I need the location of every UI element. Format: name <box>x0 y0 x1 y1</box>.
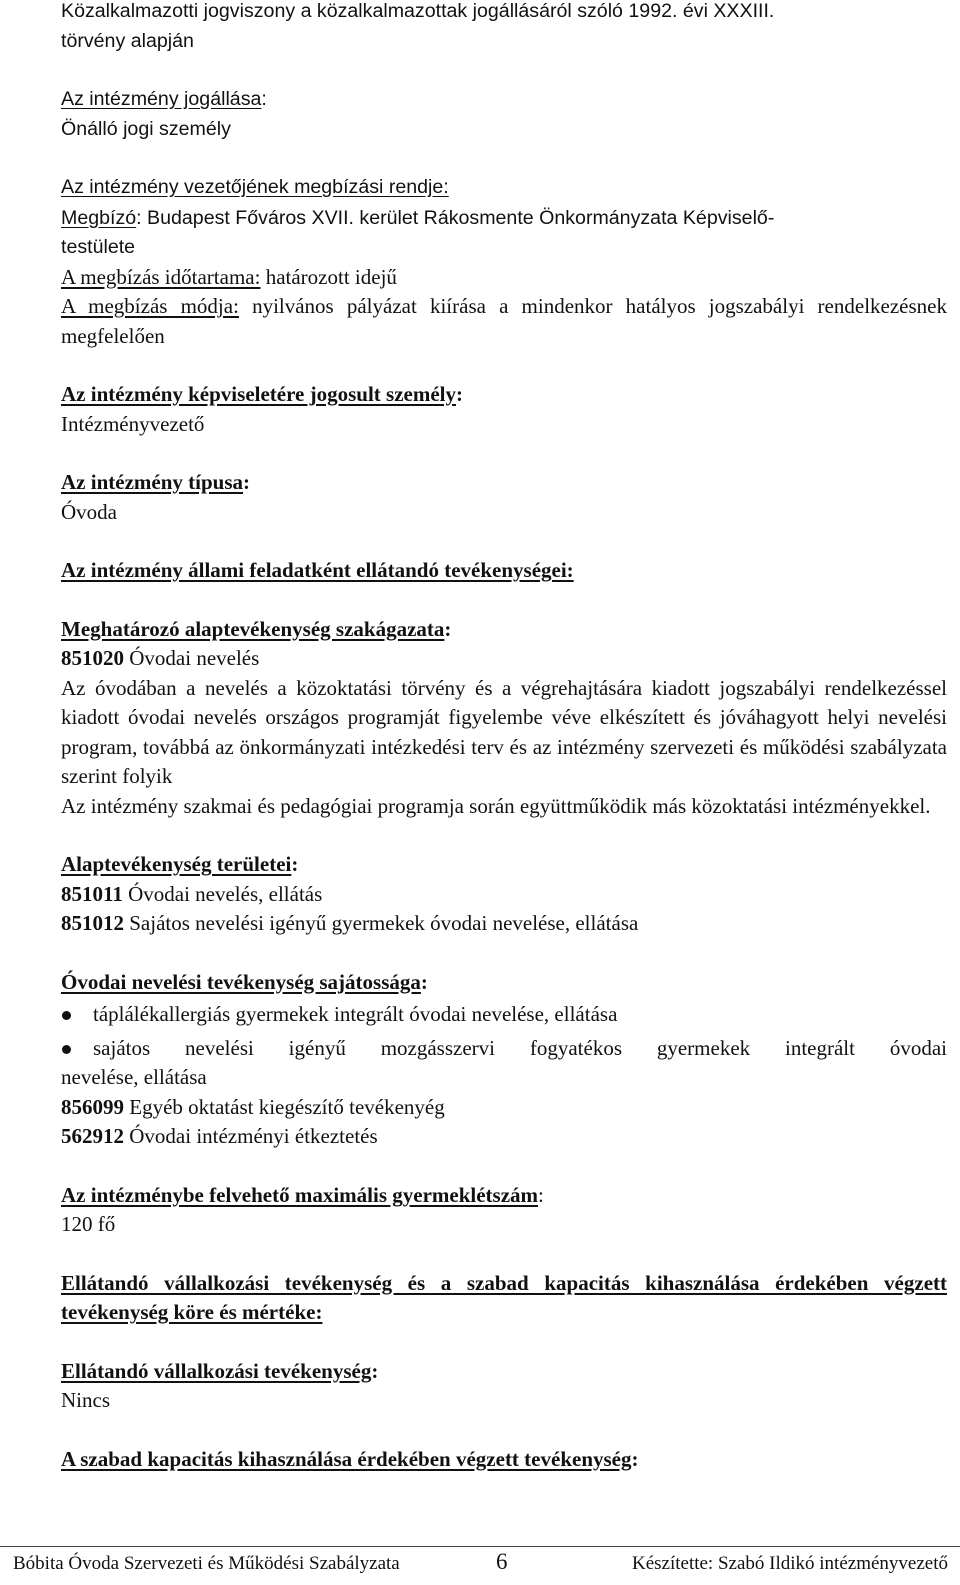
modja-line <box>61 292 947 351</box>
szakagazat-colon: : <box>444 616 452 641</box>
list-item <box>61 1034 947 1064</box>
list-item-text-cont: nevelése, ellátása <box>61 1065 207 1089</box>
szakagazat-heading <box>61 615 947 645</box>
szakagazat-code: 851020 <box>61 646 124 670</box>
teruletei-colon: : <box>291 852 299 876</box>
bullet-icon <box>62 1045 71 1054</box>
footer-page-number: 6 <box>496 1549 508 1574</box>
tipus-heading <box>61 468 947 498</box>
sajatossag-heading <box>61 968 947 998</box>
vallalkozasi-tev-heading <box>61 1357 947 1387</box>
szakagazat-label: Óvodai nevelés <box>124 646 260 670</box>
sajatossag-item-label: Óvodai intézményi étkeztetés <box>124 1124 378 1148</box>
kepviselet-value: Intézményvezető <box>61 411 205 436</box>
idotartam-label: A megbízás időtartama: <box>61 264 261 289</box>
sajatossag-heading-text: Óvodai nevelési tevékenység sajátossága <box>61 969 421 994</box>
idotartam-line <box>61 263 947 293</box>
modja-label: A megbízás módja: <box>61 294 239 318</box>
megbizo-label: Megbízó <box>61 206 137 229</box>
teruletei-heading-text: Alaptevékenység területei <box>61 852 292 876</box>
document-page <box>61 0 947 1474</box>
kepviselet-colon: : <box>456 382 464 406</box>
sajatossag-item <box>61 1122 947 1152</box>
teruletei-item-label: Sajátos nevelési igényű gyermekek óvodai nevelése, ellátása <box>124 911 639 935</box>
sajatossag-item <box>61 1093 947 1123</box>
kepviselet-heading-text: Az intézmény képviseletére jogosult személy <box>61 382 457 406</box>
tipus-heading-text: Az intézmény típusa <box>61 470 243 494</box>
footer-document-title: Bóbita Óvoda Szervezeti és Működési Szabályzata <box>13 1553 400 1574</box>
megbizo-line <box>61 203 947 234</box>
letszam-heading-text: Az intézménybe felvehető maximális gyermeklétszám <box>61 1182 539 1207</box>
sajatossag-colon: : <box>420 969 428 994</box>
jogallas-colon: : <box>261 88 267 110</box>
allami-feladat-heading: Az intézmény állami feladatként ellátandó tevékenységei: <box>61 558 574 582</box>
szabad-kapacitas-heading <box>61 1445 947 1475</box>
teruletei-item-label: Óvodai nevelés, ellátás <box>122 881 323 906</box>
vallalkozasi-tev-value: Nincs <box>61 1388 110 1412</box>
szabad-kapacitas-heading-text: A szabad kapacitás kihasználása érdekében végzett tevékenység <box>61 1446 632 1471</box>
legal-basis-line-1: Közalkalmazotti jogviszony a közalkalmazottak jogállásáról szóló 1992. évi XXXIII. <box>61 0 775 22</box>
vallalkozasi-tev-colon: : <box>371 1358 379 1383</box>
teruletei-heading <box>61 850 947 880</box>
list-item-text: táplálékallergiás gyermekek integrált óvodai nevelése, ellátása <box>93 1002 618 1026</box>
megbizo-value-cont: testülete <box>61 236 136 258</box>
idotartam-value: határozott idejű <box>260 264 397 289</box>
szabad-kapacitas-colon: : <box>631 1446 639 1471</box>
jogallas-heading <box>61 85 947 115</box>
megbizo-value: : Budapest Főváros XVII. kerület Rákosmente Önkormányzata Képviselő- <box>136 206 775 229</box>
list-item-text: sajátos nevelési igényű mozgásszervi fogyatékos gyermekek integrált óvodai <box>93 1035 947 1060</box>
vallalkozasi-tev-heading-text: Ellátandó vállalkozási tevékenység <box>61 1358 372 1383</box>
letszam-value: 120 fő <box>61 1212 116 1236</box>
teruletei-item <box>61 880 947 910</box>
tipus-colon: : <box>243 470 250 494</box>
legal-basis-line-2: törvény alapján <box>61 29 194 52</box>
megbizasi-rend-heading: Az intézmény vezetőjének megbízási rendje: <box>61 176 449 198</box>
vallalkozasi-kor-heading: Ellátandó vállalkozási tevékenység és a szabad kapacitás kihasználása érdekében végzett tevékenység köre és mértéke: <box>61 1270 947 1324</box>
szakagazat-line <box>61 644 947 674</box>
szakagazat-paragraph-1: Az óvodában a nevelés a közoktatási törvény és a végrehajtására kiadott jogszabályi rendelkezéssel kiadott óvodai nevelés országos programját figyelembe véve elkészített és jóváhagyott helyi nevelési program, továbbá az önkormányzati intézkedési terv és az intézmény szervezeti és működési szabályzata szerint folyik <box>61 675 947 788</box>
list-item <box>61 1000 947 1030</box>
letszam-colon: : <box>538 1182 544 1207</box>
jogallas-heading-text: Az intézmény jogállása <box>61 88 262 110</box>
footer-author: Készítette: Szabó Ildikó intézményvezető <box>631 1553 948 1574</box>
tipus-value: Óvoda <box>61 499 117 524</box>
sajatossag-item-label: Egyéb oktatást kiegészítő tevékenyég <box>124 1094 445 1119</box>
szakagazat-paragraph-2: Az intézmény szakmai és pedagógiai programja során együttműködik más közoktatási intézményekkel. <box>61 793 931 818</box>
sajatossag-item-code: 562912 <box>61 1124 124 1148</box>
jogallas-value: Önálló jogi személy <box>61 117 231 140</box>
teruletei-item <box>61 909 947 939</box>
sajatossag-item-code: 856099 <box>61 1094 124 1119</box>
modja-value: nyilvános pályázat kiírása a mindenkor hatályos jogszabályi rendelkezésnek megfelelően <box>61 294 947 348</box>
szakagazat-heading-text: Meghatározó alaptevékenység szakágazata <box>61 616 445 641</box>
kepviselet-heading <box>61 380 947 410</box>
teruletei-item-code: 851012 <box>61 911 124 935</box>
page-footer <box>0 1546 960 1585</box>
bullet-icon <box>62 1011 71 1020</box>
teruletei-item-code: 851011 <box>61 881 123 906</box>
letszam-heading <box>61 1181 947 1211</box>
